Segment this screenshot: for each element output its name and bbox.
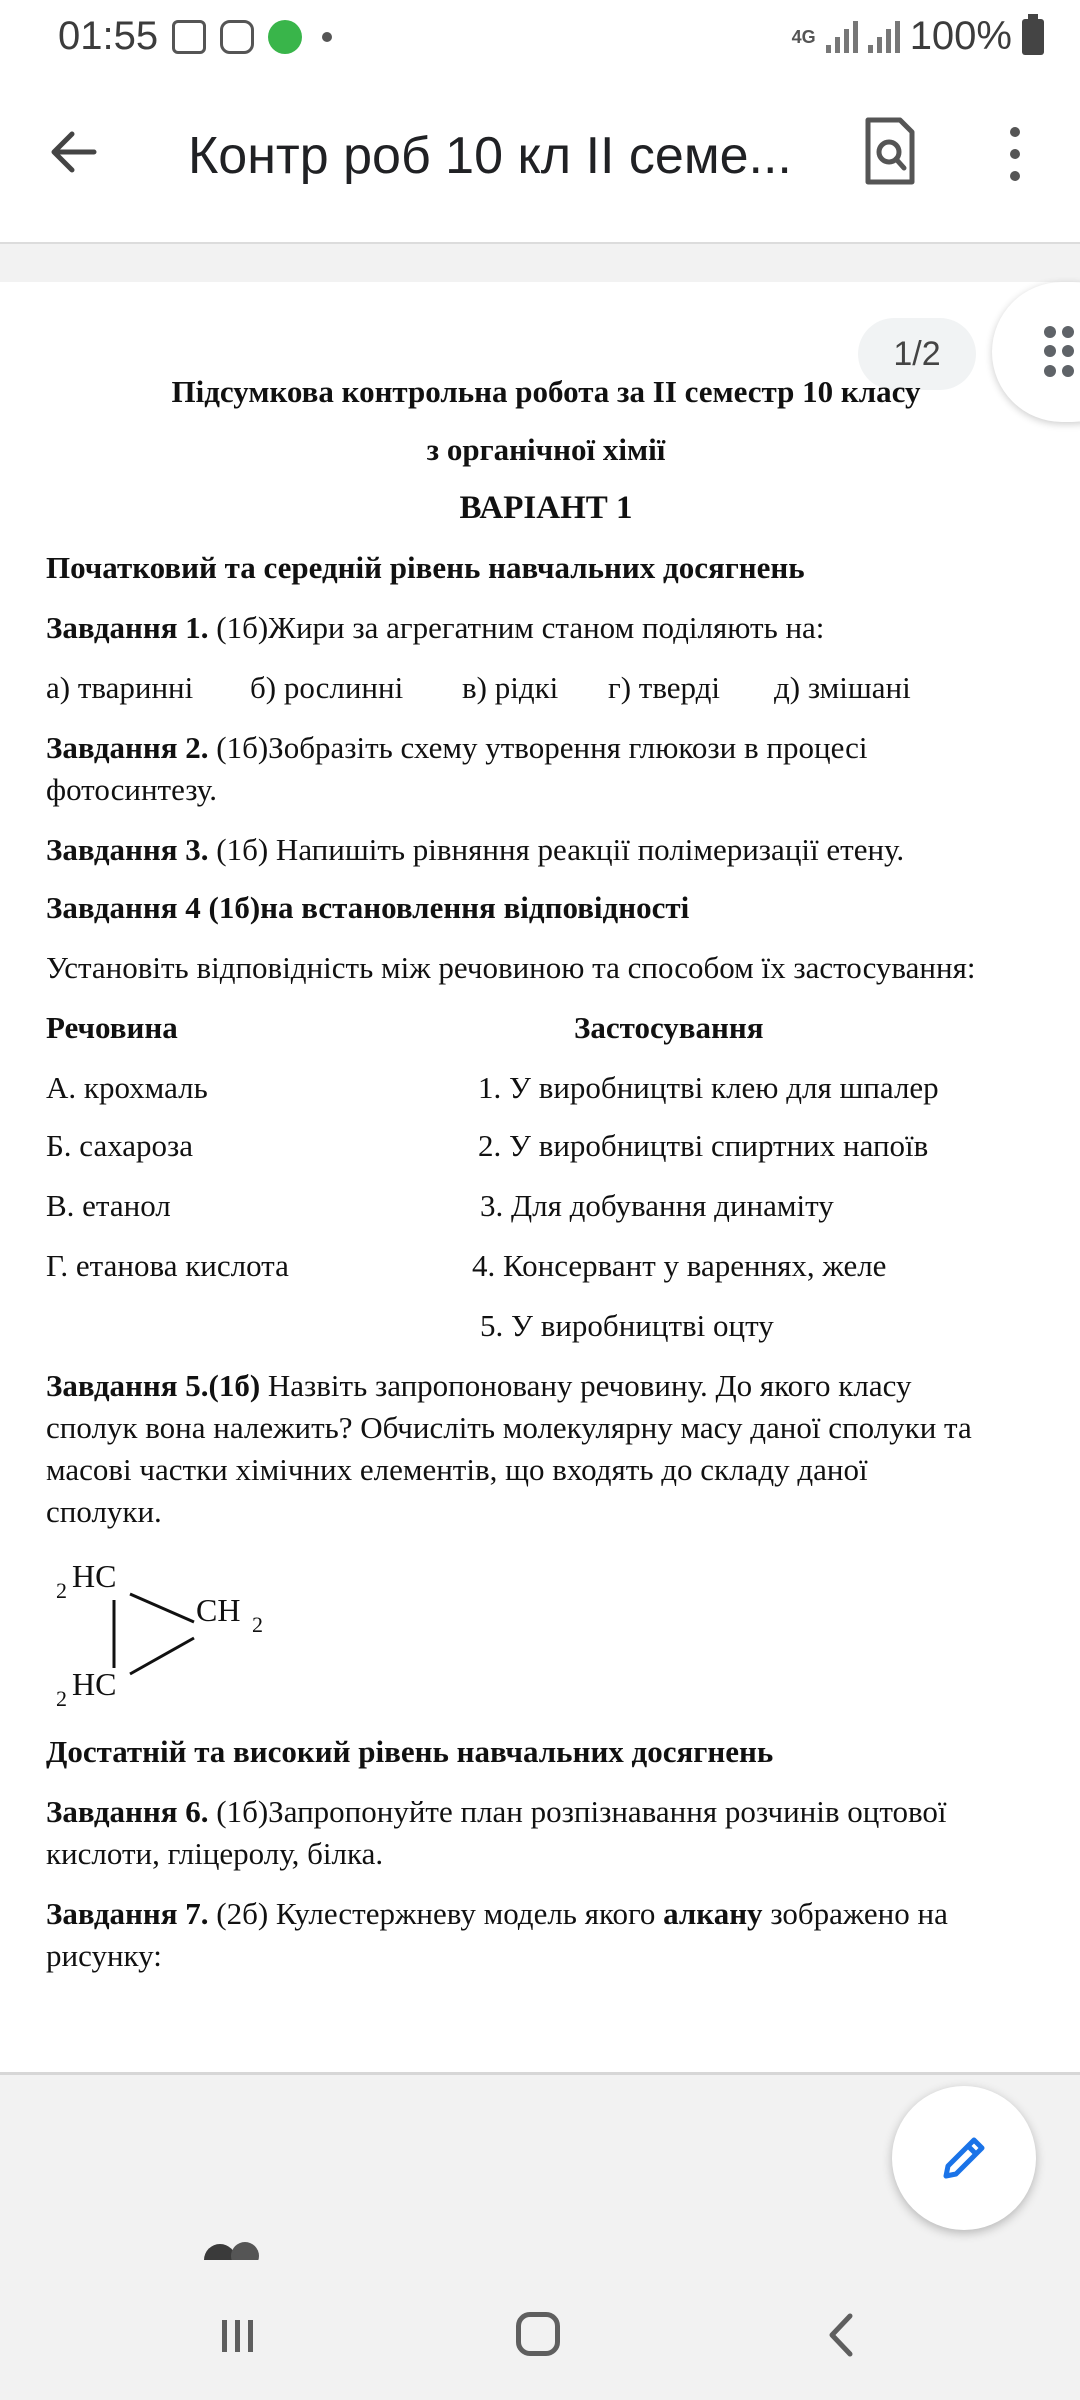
task1-text: (1б)Жири за агрегатним станом поділяють на: — [208, 610, 825, 645]
face-app-icon — [268, 20, 302, 54]
formula-bottom-sub: 2 — [56, 1686, 67, 1711]
home-icon[interactable] — [516, 2312, 560, 2356]
task4-text: Установіть відповідність між речовиною та способом їх застосування: — [46, 950, 976, 985]
use-item: 3. Для добування динаміту — [480, 1188, 834, 1223]
task4-label: Завдання 4 (1б)на встановлення відповідності — [46, 890, 690, 925]
task7-bold: алкану — [663, 1896, 763, 1931]
task5-line4: сполуки. — [46, 1494, 162, 1529]
section1-heading: Початковий та середній рівень навчальних досягнень — [46, 550, 805, 585]
contacts-notification-icon — [172, 20, 206, 54]
task7-text-a: (2б) Кулестержневу модель якого — [208, 1896, 664, 1931]
formula-right-sub: 2 — [252, 1612, 263, 1637]
task2-label: Завдання 2. — [46, 730, 209, 765]
doc-title-line2: з органічної хімії — [426, 432, 666, 467]
status-right — [792, 14, 1044, 59]
pencil-icon — [936, 2130, 992, 2186]
task3 — [46, 832, 904, 868]
nav-back-icon[interactable] — [826, 2312, 856, 2358]
task7 — [46, 1896, 948, 1932]
formula-bottom: HC — [72, 1666, 117, 1702]
task6 — [46, 1794, 947, 1830]
task6-text: (1б)Запропонуйте план розпізнавання розчинів оцтової — [208, 1794, 947, 1829]
use-item: 1. У виробництві клею для шпалер — [478, 1070, 939, 1105]
formula-right: CH — [196, 1592, 241, 1628]
task1-option-d: г) тверді — [608, 670, 721, 705]
substance-item: Б. сахароза — [46, 1128, 194, 1163]
more-dot-icon — [322, 32, 332, 42]
edit-fab[interactable] — [892, 2086, 1036, 2230]
more-vert-icon[interactable] — [1000, 124, 1030, 184]
task1-option-b: б) рослинні — [250, 670, 404, 705]
substance-item: В. етанол — [46, 1188, 171, 1223]
col-substance-header: Речовина — [46, 1010, 178, 1045]
task6-label: Завдання 6. — [46, 1794, 209, 1829]
task7-text-b: зображено на — [762, 1896, 948, 1931]
task3-label: Завдання 3. — [46, 832, 209, 867]
section2-heading: Достатній та високий рівень навчальних досягнень — [46, 1734, 774, 1769]
app-bar — [0, 80, 1080, 244]
task5-line3: масові частки хімічних елементів, що входять до складу даної — [46, 1452, 868, 1487]
formula-top: HC — [72, 1558, 117, 1594]
instagram-icon — [220, 20, 254, 54]
task1-options — [46, 670, 193, 706]
signal-icon — [826, 21, 858, 53]
substance-item: А. крохмаль — [46, 1070, 208, 1105]
page-indicator: 1/2 — [858, 318, 976, 390]
cyclopropane-formula — [46, 1550, 286, 1710]
task3-text: (1б) Напишіть рівняння реакції полімеризації етену. — [208, 832, 905, 867]
doc-title-line1: Підсумкова контрольна робота за ІІ семестр 10 класу — [171, 374, 921, 409]
status-time: 01:55 — [58, 14, 159, 58]
notification-icons — [172, 20, 332, 54]
task2-text: (1б)Зобразіть схему утворення глюкози в процесі — [208, 730, 868, 765]
grid-dots-icon — [1044, 326, 1074, 378]
variant-heading: ВАРІАНТ 1 — [459, 490, 633, 526]
document-title: Контр роб 10 кл ІІ семе... — [188, 127, 792, 185]
battery-percent: 100% — [909, 14, 1012, 58]
task1-label: Завдання 1. — [46, 610, 209, 645]
formula-top-sub: 2 — [56, 1578, 67, 1603]
back-arrow-icon[interactable] — [44, 122, 104, 182]
use-item: 2. У виробництві спиртних напоїв — [478, 1128, 929, 1163]
substance-item: Г. етанова кислота — [46, 1248, 289, 1283]
col-use-header: Застосування — [574, 1010, 764, 1045]
document-page[interactable] — [0, 282, 1080, 2075]
task5 — [46, 1368, 911, 1404]
use-item: 4. Консервант у вареннях, желе — [472, 1248, 887, 1283]
task7-text2: рисунку: — [46, 1938, 162, 1973]
network-type: 4G — [791, 26, 816, 47]
task5-line1: Назвіть запропоновану речовину. До якого класу — [260, 1368, 912, 1403]
recent-apps-icon[interactable] — [218, 2318, 258, 2354]
formula-bonds — [46, 1550, 286, 1710]
task1-option-a: а) тваринні — [46, 670, 194, 705]
task5-line2: сполук вона належить? Обчисліть молекулярну масу даної сполуки та — [46, 1410, 972, 1445]
task2 — [46, 730, 867, 766]
signal-icon-2 — [868, 21, 900, 53]
task2-text2: фотосинтезу. — [46, 772, 217, 807]
use-item: 5. У виробництві оцту — [480, 1308, 774, 1343]
battery-icon — [1022, 19, 1044, 55]
task1-option-e: д) змішані — [774, 670, 911, 705]
task1 — [46, 610, 824, 646]
task1-option-c: в) рідкі — [462, 670, 559, 705]
find-in-document-icon[interactable] — [862, 116, 918, 186]
status-bar — [0, 0, 1080, 80]
task5-label: Завдання 5.(1б) — [46, 1368, 261, 1403]
task7-label: Завдання 7. — [46, 1896, 209, 1931]
task6-text2: кислоти, гліцеролу, білка. — [46, 1836, 384, 1871]
